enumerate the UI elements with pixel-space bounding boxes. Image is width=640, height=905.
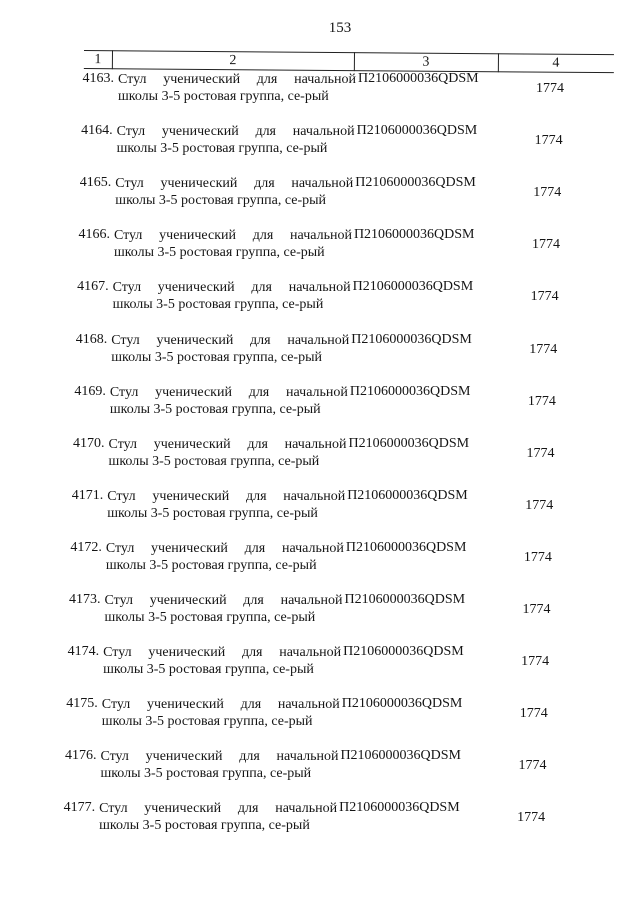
item-code: П2106000036QDSM: [339, 800, 460, 816]
item-value: 1774: [525, 497, 554, 513]
item-description: Стул ученический для начальной школы 3-5 ростовая группа, се-рый: [101, 697, 340, 730]
table-row: [65, 485, 625, 537]
row-number: 4177.: [63, 800, 96, 816]
item-code: П2106000036QDSM: [358, 71, 479, 86]
item-description: Стул ученический для начальной школы 3-5 ростовая группа, се-рый: [113, 228, 352, 261]
row-number: 4164.: [81, 123, 113, 139]
item-code: П2106000036QDSM: [345, 539, 467, 555]
item-value: 1774: [530, 289, 559, 305]
item-code: П2106000036QDSM: [340, 748, 462, 764]
item-code: П2106000036QDSM: [356, 123, 478, 139]
item-code: П2106000036QDSM: [351, 331, 472, 347]
item-value: 1774: [523, 549, 552, 565]
item-description: Стул ученический для начальной школы 3-5 ростовая группа, се-рый: [104, 593, 343, 625]
row-number: 4174.: [67, 644, 100, 660]
row-number: 4176.: [64, 748, 97, 764]
table-row: [57, 797, 617, 849]
row-number: 4171.: [71, 487, 104, 503]
item-description: Стул ученический для начальной школы 3-5 ростовая группа, се-рый: [105, 540, 344, 573]
item-value: 1774: [533, 185, 562, 201]
row-number: 4169.: [74, 383, 106, 399]
item-code: П2106000036QDSM: [348, 435, 470, 451]
item-value: 1774: [521, 654, 550, 670]
item-description: Стул ученический для начальной школы 3-5 ростовая группа, се-рый: [100, 749, 339, 782]
item-code: П2106000036QDSM: [347, 487, 468, 503]
item-code: П2106000036QDSM: [355, 175, 476, 191]
table-row: [60, 693, 620, 745]
item-value: 1774: [526, 445, 555, 461]
table-row: [76, 68, 636, 120]
item-description: Стул ученический для начальной школы 3-5 ростовая группа, се-рый: [112, 280, 351, 313]
table-row: [61, 641, 621, 693]
row-number: 4172.: [70, 539, 102, 555]
table-row: [58, 745, 618, 797]
table-body: [0, 68, 640, 868]
row-number: 4166.: [78, 227, 110, 243]
table-row: [67, 433, 627, 485]
item-code: П2106000036QDSM: [344, 592, 466, 607]
row-number: 4163.: [82, 71, 114, 86]
column-header-1: 1: [94, 52, 102, 68]
item-description: Стул ученический для начальной школы 3-5 ростовая группа, се-рый: [116, 124, 355, 157]
item-value: 1774: [534, 133, 563, 149]
item-code: П2106000036QDSM: [353, 227, 475, 243]
item-description: Стул ученический для начальной школы 3-5 ростовая группа, се-рый: [109, 384, 348, 417]
column-header-4: 4: [552, 55, 560, 71]
item-code: П2106000036QDSM: [349, 383, 471, 399]
item-value: 1774: [519, 706, 548, 722]
item-description: Стул ученический для начальной школы 3-5 ростовая группа, се-рый: [115, 176, 354, 209]
column-header-2: 2: [229, 53, 237, 69]
item-code: П2106000036QDSM: [343, 644, 464, 660]
item-description: Стул ученический для начальной школы 3-5 ростовая группа, се-рый: [118, 72, 356, 104]
table-row: [71, 276, 631, 328]
table-row: [63, 589, 623, 641]
item-value: 1774: [522, 602, 551, 617]
item-value: 1774: [529, 341, 558, 357]
item-value: 1774: [517, 810, 546, 826]
row-number: 4170.: [73, 435, 105, 451]
table-row: [73, 172, 633, 224]
item-description: Стул ученический для начальной школы 3-5 ростовая группа, се-рый: [103, 645, 342, 678]
page-number: 153: [328, 20, 352, 36]
table-row: [69, 329, 629, 381]
item-description: Стул ученический для начальной школы 3-5 ростовая группа, се-рый: [107, 488, 346, 521]
item-description: Стул ученический для начальной школы 3-5 ростовая группа, се-рый: [99, 801, 338, 834]
item-description: Стул ученический для начальной школы 3-5 ростовая группа, се-рый: [108, 436, 347, 469]
row-number: 4173.: [69, 592, 101, 607]
item-value: 1774: [531, 237, 560, 253]
item-code: П2106000036QDSM: [341, 696, 463, 712]
table-row: [72, 224, 632, 276]
table-row: [64, 537, 624, 589]
row-number: 4175.: [66, 696, 98, 712]
item-code: П2106000036QDSM: [352, 279, 474, 295]
item-value: 1774: [518, 758, 547, 774]
table-row: [75, 120, 635, 172]
row-number: 4167.: [77, 279, 109, 295]
column-header-3: 3: [422, 54, 430, 70]
item-value: 1774: [527, 393, 556, 409]
row-number: 4165.: [79, 175, 112, 191]
item-description: Стул ученический для начальной школы 3-5 ростовая группа, се-рый: [111, 332, 350, 365]
row-number: 4168.: [75, 331, 108, 347]
item-value: 1774: [536, 81, 564, 96]
table-row: [68, 381, 628, 433]
